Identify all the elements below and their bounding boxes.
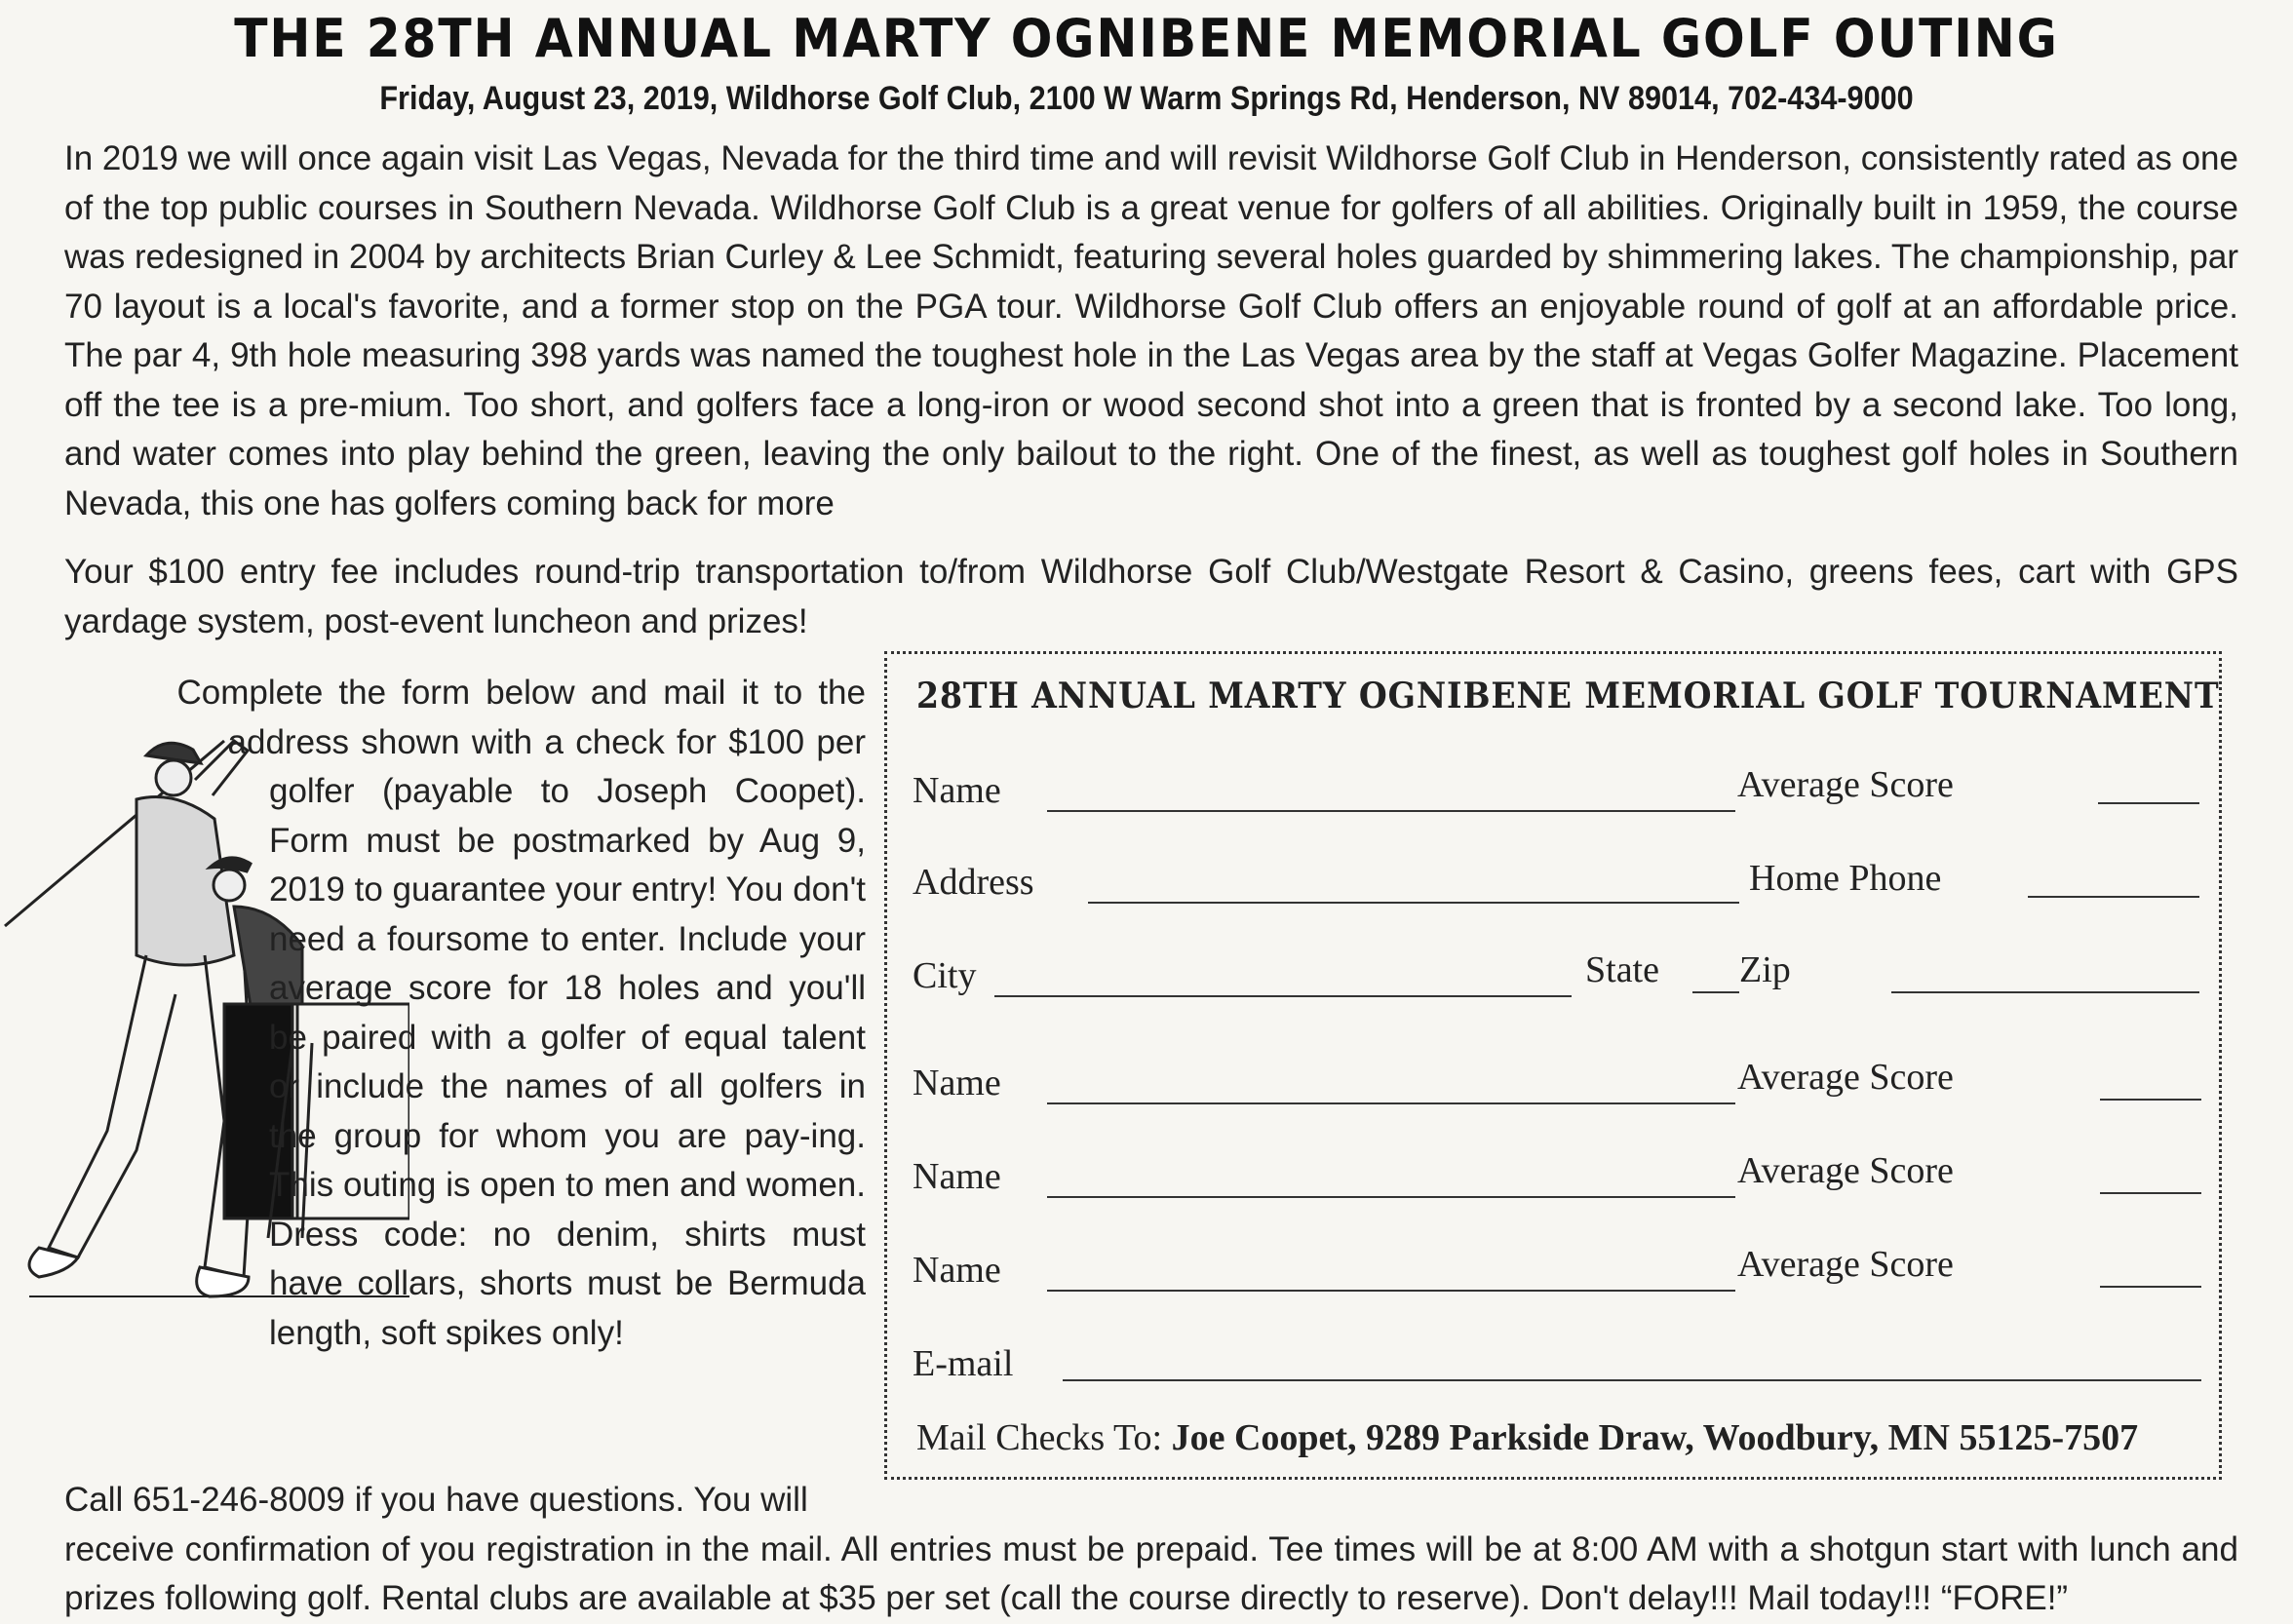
- name-field-3[interactable]: [1047, 1196, 1735, 1198]
- name-label-3: Name: [913, 1156, 1001, 1197]
- instructions-text: Complete the form below and mail it to the address shown with a check for $100 per golfer (payable to Joseph Coopet). Form must be postmarked by Aug 9, 2019 to guarantee your entry! You don't need a foursome to enter. Include your average score for 18 holes and you'll be paired with a golfer of equal talent or include the names of all golfers in the group for whom you are pay-ing. This outing is open to men and women. Dress code: no denim, shirts must have collars, shorts must be Bermuda length, soft spikes only!: [176, 674, 866, 1352]
- name-label-1: Name: [913, 770, 1001, 811]
- city-field[interactable]: [994, 995, 1572, 997]
- average-score-field-2[interactable]: [2100, 1099, 2201, 1101]
- average-score-label-2: Average Score: [1737, 1057, 1954, 1098]
- name-field-4[interactable]: [1047, 1290, 1735, 1292]
- registration-form: [884, 651, 2222, 1480]
- email-field[interactable]: [1063, 1379, 2201, 1381]
- name-label-4: Name: [913, 1250, 1001, 1291]
- home-phone-field[interactable]: [2028, 896, 2199, 898]
- zip-field[interactable]: [1891, 991, 2199, 993]
- closing-rest: receive confirmation of you registration in the mail. All entries must be prepaid. Tee times will be at 8:00 AM with a shotgun start with lunch and prizes following golf. Rental clubs are available at $35 per set (call the course directly to reserve). Don't delay!!! Mail today!!! “FORE!”: [64, 1529, 2238, 1617]
- closing-line1: Call 651-246-8009 if you have questions. You will: [64, 1481, 808, 1519]
- mail-to-address: Joe Coopet, 9289 Parkside Draw, Woodbury, MN 55125-7507: [1171, 1417, 2139, 1458]
- closing-paragraph: [64, 1476, 2238, 1624]
- form-title: 28TH ANNUAL MARTY OGNIBENE MEMORIAL GOLF TOURNAMENT: [916, 676, 2220, 716]
- state-label: State: [1585, 949, 1659, 990]
- average-score-field-3[interactable]: [2100, 1192, 2201, 1194]
- intro-paragraph: In 2019 we will once again visit Las Vegas, Nevada for the third time and will revisit Wildhorse Golf Club in Henderson, consistently rated as one of the top public courses in Southern Nevada. Wildhorse Golf Club is a great venue for golfers of all abilities. Originally built in 1959, the course was redesigned in 2004 by architects Brian Curley & Lee Schmidt, featuring several holes guarded by shimmering lakes. The championship, par 70 layout is a local's favorite, and a former stop on the PGA tour. Wildhorse Golf Club offers an enjoyable round of golf at an affordable price. The par 4, 9th hole measuring 398 yards was named the toughest hole in the Las Vegas area by the staff at Vegas Golfer Magazine. Placement off the tee is a pre-mium. Too short, and golfers face a long-iron or wood second shot into a green that is fronted by a second lake. Too long, and water comes into play behind the green, leaving the only bailout to the right. One of the finest, as well as toughest golf holes in Southern Nevada, this one has golfers coming back for more: [64, 139, 2238, 522]
- name-label-2: Name: [913, 1063, 1001, 1103]
- event-details: Friday, August 23, 2019, Wildhorse Golf Club, 2100 W Warm Springs Rd, Henderson, NV 89014, 702-434-9000: [379, 80, 1914, 117]
- email-label: E-mail: [913, 1343, 1014, 1384]
- registration-instructions: [64, 669, 866, 1358]
- name-field-2[interactable]: [1047, 1102, 1735, 1104]
- home-phone-label: Home Phone: [1749, 858, 1942, 899]
- address-label: Address: [913, 862, 1034, 903]
- zip-label: Zip: [1739, 949, 1791, 990]
- average-score-field-1[interactable]: [2098, 802, 2199, 804]
- state-field[interactable]: [1692, 991, 1739, 993]
- average-score-label-4: Average Score: [1737, 1244, 1954, 1285]
- average-score-label-3: Average Score: [1737, 1150, 1954, 1191]
- city-label: City: [913, 955, 977, 996]
- entry-fee-paragraph: Your $100 entry fee includes round-trip transportation to/from Wildhorse Golf Club/Westgate Resort & Casino, greens fees, cart with GPS yardage system, post-event luncheon and prizes!: [64, 553, 2238, 640]
- average-score-label-1: Average Score: [1737, 764, 1954, 805]
- mail-instructions: [916, 1416, 2138, 1459]
- name-field-1[interactable]: [1047, 810, 1735, 812]
- address-field[interactable]: [1088, 902, 1739, 904]
- page-title: THE 28TH ANNUAL MARTY OGNIBENE MEMORIAL GOLF OUTING: [234, 8, 2059, 69]
- mail-to-label: Mail Checks To:: [916, 1417, 1163, 1458]
- average-score-field-4[interactable]: [2100, 1286, 2201, 1288]
